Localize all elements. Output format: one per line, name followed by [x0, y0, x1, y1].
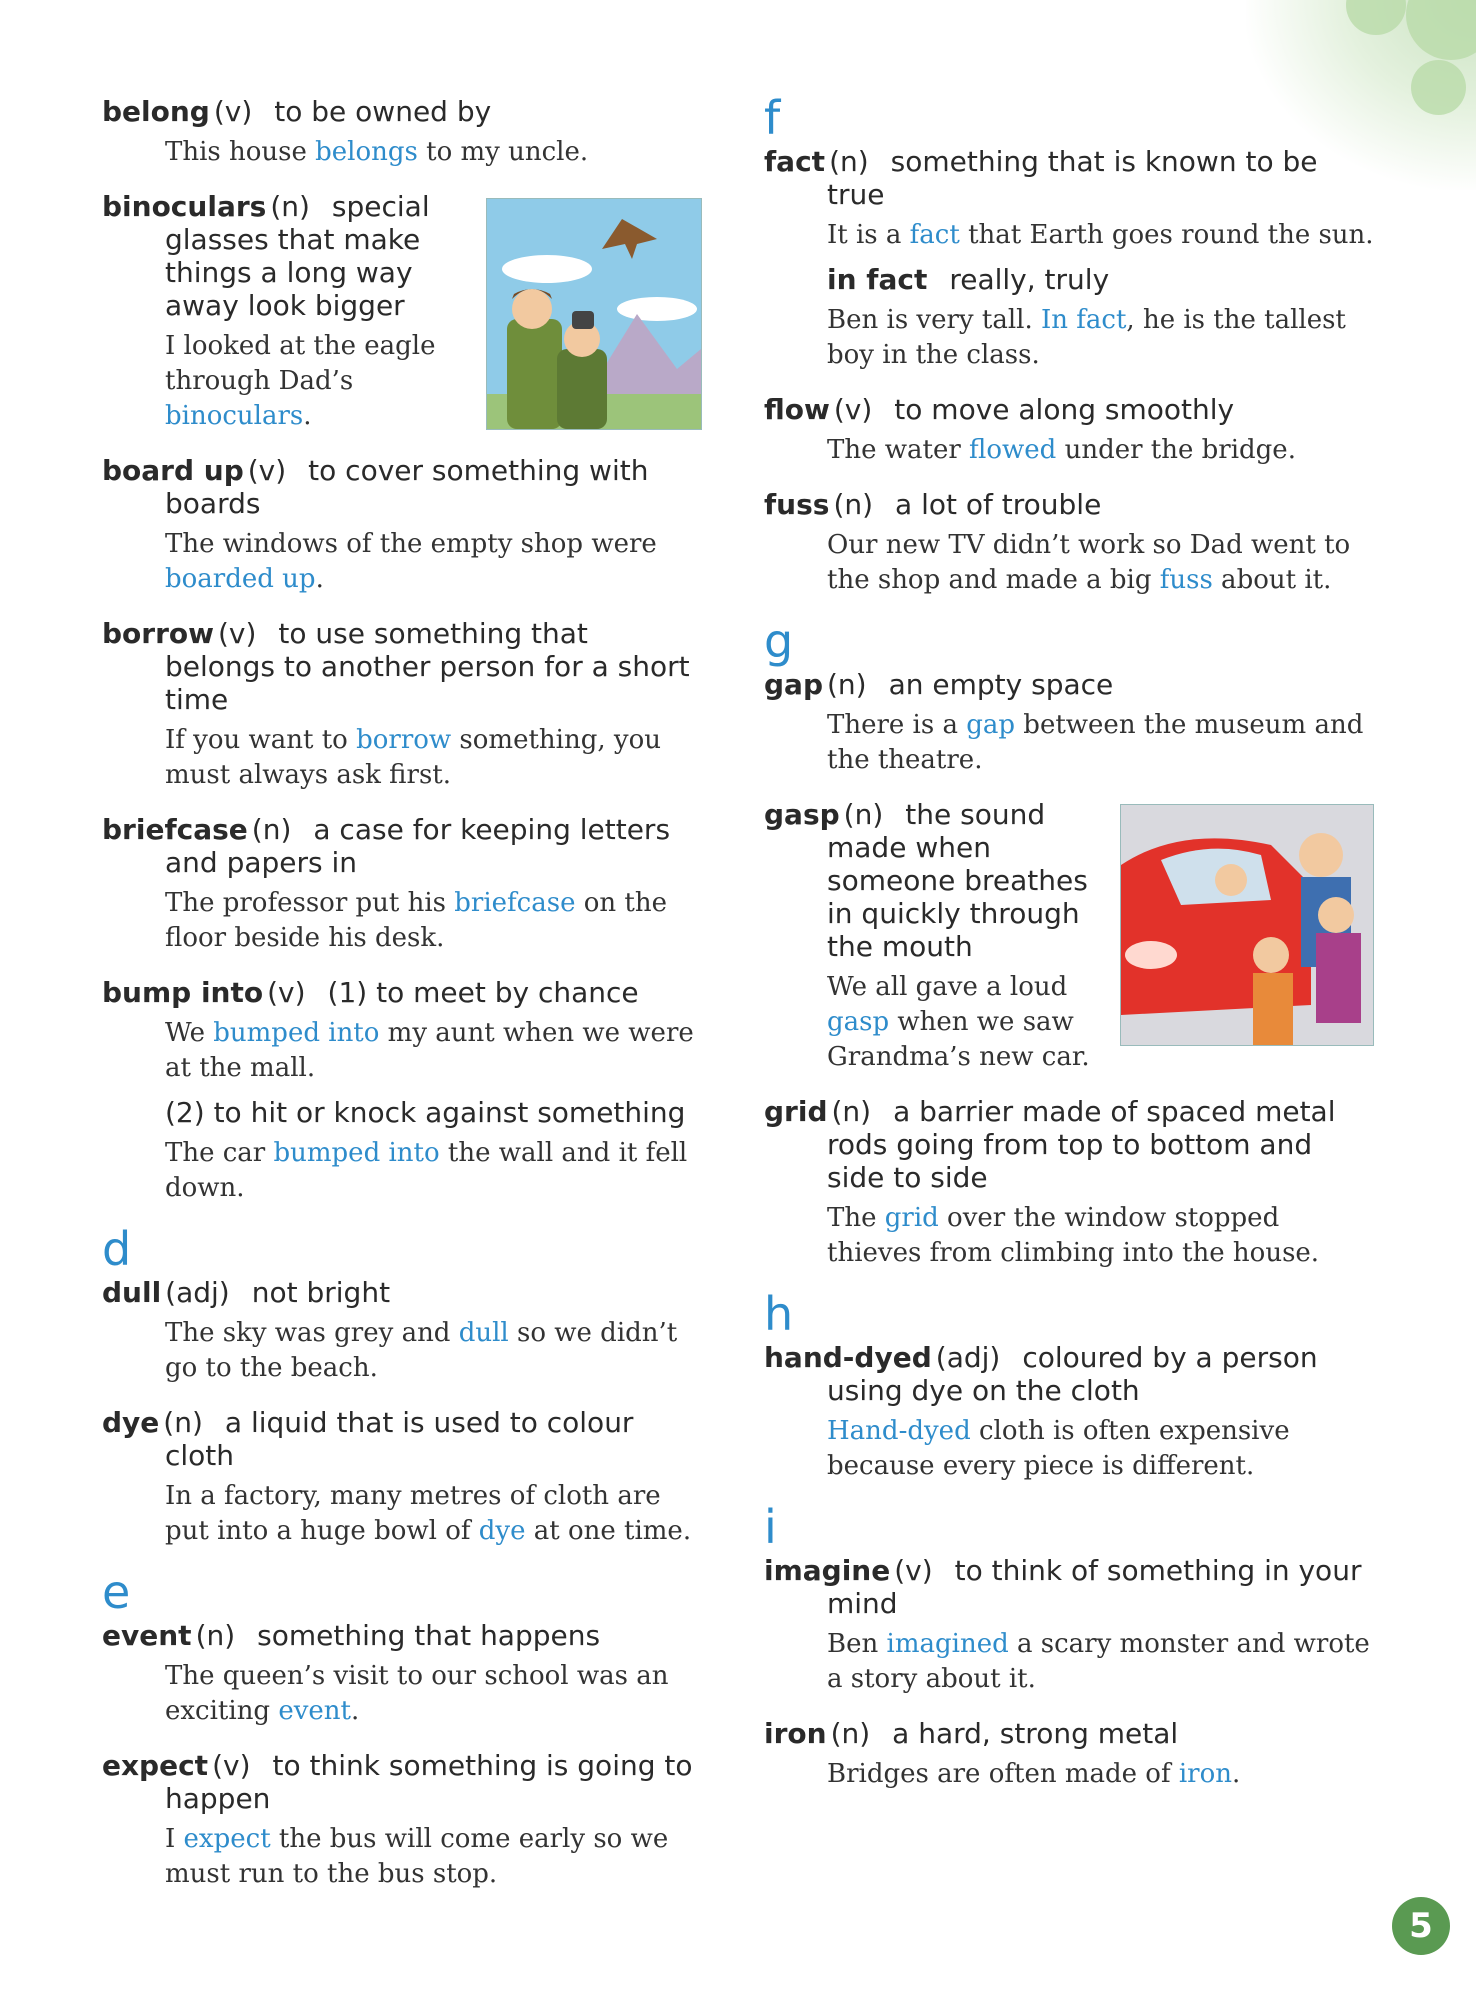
definition: a hard, strong metal	[892, 1717, 1179, 1750]
part-of-speech: (n)	[270, 190, 310, 223]
part-of-speech: (n)	[195, 1619, 236, 1652]
definition: to be owned by	[274, 95, 492, 128]
part-of-speech: (n)	[833, 488, 874, 521]
example: I looked at the eagle through Dad’s binoculars.	[165, 331, 436, 431]
part-of-speech: (n)	[843, 798, 884, 831]
definition: a lot of trouble	[895, 488, 1102, 521]
example: Our new TV didn’t work so Dad went to the shop and made a big fuss about it.	[827, 530, 1351, 595]
right-column	[764, 91, 1374, 1812]
part-of-speech: (v)	[213, 95, 253, 128]
section-letter-h: h	[764, 1287, 794, 1341]
entry-flow	[764, 393, 1374, 468]
definition: (1) to meet by chance	[327, 976, 639, 1009]
headword: flow	[764, 393, 830, 426]
definition: to move along smoothly	[894, 393, 1235, 426]
example: The windows of the empty shop were boarded up.	[165, 529, 657, 594]
second-sense: (2) to hit or knock against something	[165, 1096, 686, 1129]
example: The queen’s visit to our school was an exciting event.	[165, 1661, 669, 1726]
section-letter-f: f	[764, 91, 781, 145]
definition: to use something that belongs to another person for a short time	[165, 617, 690, 716]
part-of-speech: (v)	[833, 393, 873, 426]
part-of-speech: (adj)	[165, 1276, 230, 1309]
example: Ben is very tall. In fact, he is the tallest boy in the class.	[827, 305, 1346, 370]
entry-board-up	[102, 454, 702, 597]
page-number-badge: 5	[1392, 1897, 1450, 1955]
example: There is a gap between the museum and the theatre.	[827, 710, 1364, 775]
section-letter-d: d	[102, 1222, 132, 1276]
example: It is a fact that Earth goes round the sun.	[827, 220, 1374, 250]
part-of-speech: (v)	[218, 617, 257, 650]
entry-belong	[102, 95, 702, 170]
entry-bump-into	[102, 976, 702, 1206]
definition: a barrier made of spaced metal rods going from top to bottom and side to side	[827, 1095, 1336, 1194]
headword: imagine	[764, 1554, 891, 1587]
section-letter-i: i	[764, 1500, 777, 1554]
part-of-speech: (adj)	[935, 1341, 1001, 1374]
part-of-speech: (n)	[251, 813, 292, 846]
headword: hand-dyed	[764, 1341, 932, 1374]
headword: event	[102, 1619, 192, 1652]
part-of-speech: (v)	[894, 1554, 933, 1587]
definition: to cover something with boards	[165, 454, 649, 520]
headword: belong	[102, 95, 210, 128]
part-of-speech: (v)	[267, 976, 306, 1009]
part-of-speech: (n)	[829, 145, 869, 178]
example: The car bumped into the wall and it fell down.	[165, 1138, 688, 1203]
left-column	[102, 95, 702, 1912]
entry-fact	[764, 145, 1374, 373]
headword: bump into	[102, 976, 264, 1009]
definition: something that happens	[257, 1619, 601, 1652]
part-of-speech: (v)	[247, 454, 287, 487]
definition: coloured by a person using dye on the cloth	[827, 1341, 1318, 1407]
example: Ben imagined a scary monster and wrote a story about it.	[827, 1629, 1370, 1694]
example: The water flowed under the bridge.	[827, 435, 1296, 465]
headword: gasp	[764, 798, 840, 831]
example: Hand-dyed cloth is often expensive because every piece is different.	[827, 1416, 1290, 1481]
headword: borrow	[102, 617, 214, 650]
definition: something that is known to be true	[827, 145, 1318, 211]
definition: an empty space	[888, 668, 1114, 701]
headword: expect	[102, 1749, 209, 1782]
example: Bridges are often made of iron.	[827, 1759, 1241, 1789]
definition: not bright	[251, 1276, 391, 1309]
entry-gap	[764, 668, 1374, 778]
entry-fuss	[764, 488, 1374, 598]
section-letter-e: e	[102, 1565, 131, 1619]
headword: gap	[764, 668, 823, 701]
headword: binoculars	[102, 190, 267, 223]
example: I expect the bus will come early so we must run to the bus stop.	[165, 1824, 669, 1889]
example: We bumped into my aunt when we were at the mall.	[165, 1018, 694, 1083]
entry-gasp	[764, 798, 1374, 1075]
headword: iron	[764, 1717, 827, 1750]
part-of-speech: (v)	[212, 1749, 251, 1782]
headword: grid	[764, 1095, 828, 1128]
headword: board up	[102, 454, 244, 487]
sub-definition: really, truly	[949, 263, 1110, 296]
entry-hand-dyed	[764, 1341, 1374, 1484]
part-of-speech: (n)	[826, 668, 867, 701]
entry-borrow	[102, 617, 702, 793]
example: The sky was grey and dull so we didn’t go to the beach.	[165, 1318, 678, 1383]
entry-briefcase	[102, 813, 702, 956]
definition: a liquid that is used to colour cloth	[165, 1406, 634, 1472]
entry-dull	[102, 1276, 702, 1386]
example: We all gave a loud gasp when we saw Grandma’s new car.	[827, 972, 1090, 1072]
definition: a case for keeping letters and papers in	[165, 813, 671, 879]
example: The professor put his briefcase on the floor beside his desk.	[165, 888, 667, 953]
entry-event	[102, 1619, 702, 1729]
example: If you want to borrow something, you must always ask first.	[165, 725, 661, 790]
definition: to think something is going to happen	[165, 1749, 693, 1815]
example: The grid over the window stopped thieves from climbing into the house.	[827, 1203, 1320, 1268]
binoculars-illustration	[486, 198, 702, 430]
entry-dye	[102, 1406, 702, 1549]
example: In a factory, many metres of cloth are put into a huge bowl of dye at one time.	[165, 1481, 692, 1546]
headword: briefcase	[102, 813, 248, 846]
headword: dull	[102, 1276, 162, 1309]
entry-iron	[764, 1717, 1374, 1792]
headword: fact	[764, 145, 826, 178]
definition: special glasses that make things a long way away look bigger	[165, 190, 430, 322]
entry-binoculars	[102, 190, 702, 434]
red-car-illustration	[1120, 804, 1374, 1046]
part-of-speech: (n)	[830, 1717, 871, 1750]
definition: the sound made when someone breathes in quickly through the mouth	[827, 798, 1088, 963]
headword: dye	[102, 1406, 160, 1439]
part-of-speech: (n)	[831, 1095, 872, 1128]
headword: fuss	[764, 488, 830, 521]
example: This house belongs to my uncle.	[165, 137, 589, 167]
sub-entry-in-fact	[764, 263, 1374, 296]
part-of-speech: (n)	[163, 1406, 203, 1439]
definition: to think of something in your mind	[827, 1554, 1362, 1620]
entry-imagine	[764, 1554, 1374, 1697]
section-letter-g: g	[764, 614, 794, 668]
entry-grid	[764, 1095, 1374, 1271]
sub-headword: in fact	[827, 263, 928, 296]
entry-expect	[102, 1749, 702, 1892]
